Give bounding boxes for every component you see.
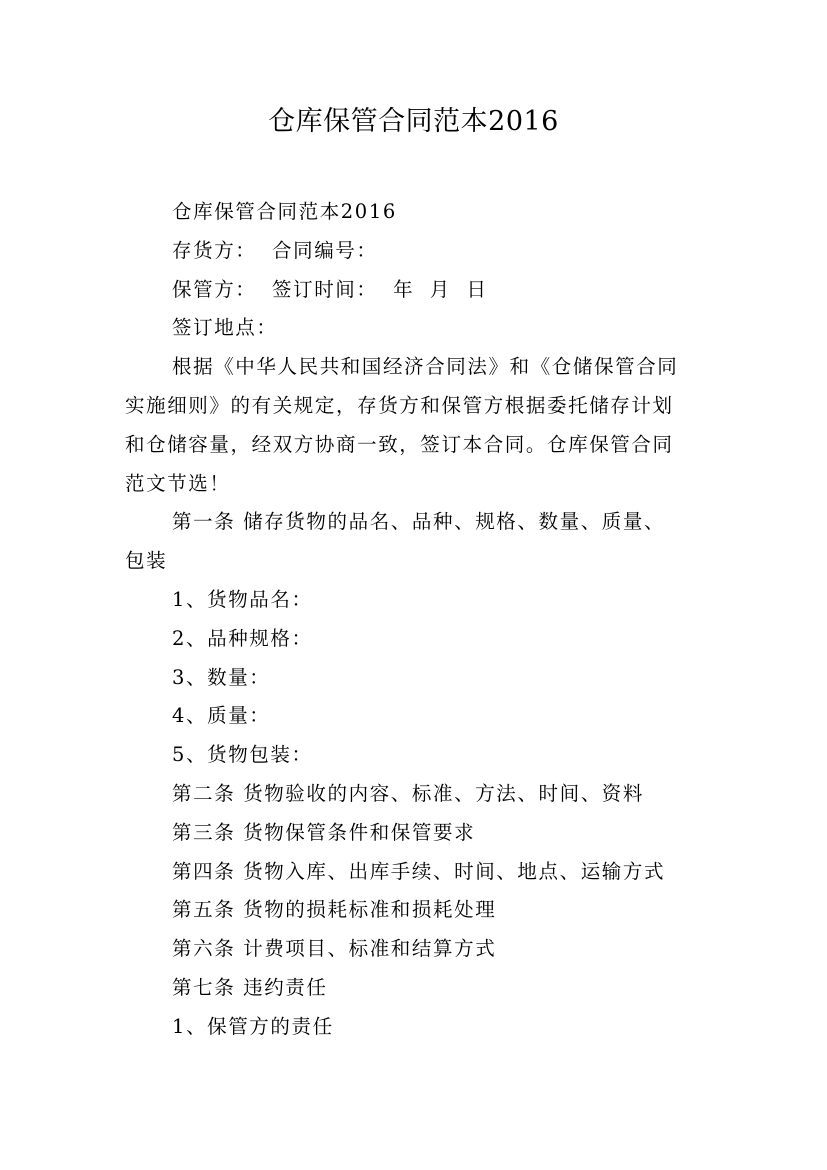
body-line: 5、货物包装： bbox=[172, 743, 313, 767]
body-line: 第一条 储存货物的品名、品种、规格、数量、质量、 bbox=[172, 510, 666, 534]
document-title: 仓库保管合同范本2016 bbox=[268, 106, 559, 137]
body-line: 包装 bbox=[125, 549, 168, 573]
body-line: 根据《中华人民共和国经济合同法》和《仓储保管合同 bbox=[172, 355, 679, 379]
body-line: 第五条 货物的损耗标准和损耗处理 bbox=[172, 898, 497, 922]
body-line: 1、货物品名： bbox=[172, 587, 313, 611]
body-line: 1、保管方的责任 bbox=[172, 1014, 334, 1038]
body-line: 范文节选！ bbox=[125, 471, 231, 495]
document-body bbox=[125, 193, 705, 1047]
body-line: 仓库保管合同范本2016 bbox=[172, 200, 397, 223]
body-line: 和仓储容量，经双方协商一致，签订本合同。仓库保管合同 bbox=[125, 432, 674, 456]
body-line: 第二条 货物验收的内容、标准、方法、时间、资料 bbox=[172, 781, 644, 805]
body-line: 2、品种规格： bbox=[172, 626, 313, 650]
body-line: 存货方： 合同编号： bbox=[172, 238, 378, 262]
body-line: 实施细则》的有关规定，存货方和保管方根据委托储存计划 bbox=[125, 393, 674, 417]
body-line: 第七条 违约责任 bbox=[172, 975, 328, 999]
body-line: 签订地点： bbox=[172, 316, 278, 340]
body-line: 第三条 货物保管条件和保管要求 bbox=[172, 820, 476, 844]
body-line: 保管方： 签订时间： 年 月 日 bbox=[172, 277, 488, 301]
body-line: 4、质量： bbox=[172, 704, 271, 728]
body-line: 3、数量： bbox=[172, 665, 271, 689]
body-line: 第六条 计费项目、标准和结算方式 bbox=[172, 937, 497, 961]
body-line: 第四条 货物入库、出库手续、时间、地点、运输方式 bbox=[172, 859, 666, 883]
